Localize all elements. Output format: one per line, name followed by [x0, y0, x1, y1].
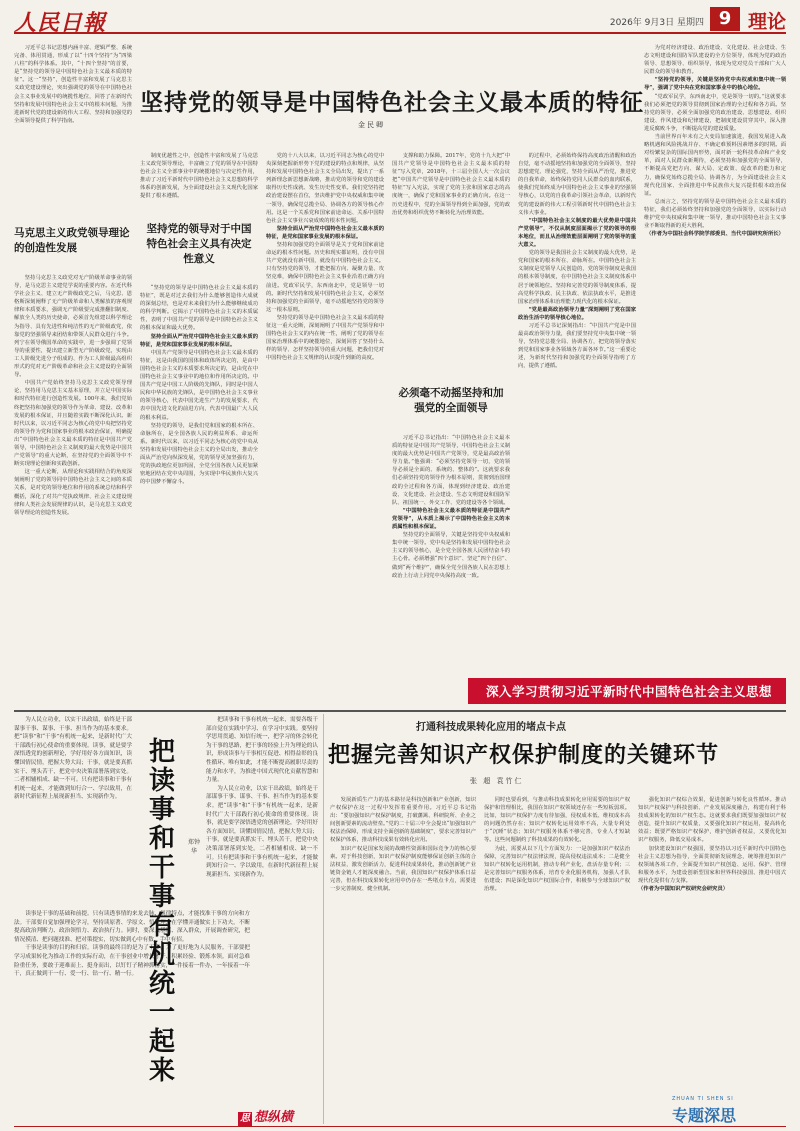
article2-title-char: 事: [148, 882, 175, 912]
article1-col4-body: 习近平总书记指出：“中国特色社会主义最本质的特征是中国共产党领导，中国特色社会主义制度的最大优势是中国共产党领导，党是最高政治领导力量。”他强调：“必须坚持党领导一切，党的领导必须是全面的、系统的、整体的”。这就要求我们必须坚持党的领导作为根本原则，贯彻到治国理政的全过程和各方面，体现到经济建设、政治建设、文化建设、社会建设、生态文明建设和国防军队、祖国统一、外交工作、党的建设等各个领域。 “中国特色社会主义最本质的特征是中国共产党领导”，从本质上揭示了中国特色社会主义的本质属性和根本保证。 坚持党的全面领导，关键是坚持党中央权威和集中统一领导。党中央是坚持和发展中国特色社会主义的领导核心，是全党全国各族人民团结奋斗的主心骨。必须增强“四个意识”、坚定“四个自信”、做到“两个维护”，确保全党全国各族人民在思想上政治上行动上同党中央保持高度一致。: [392, 435, 510, 579]
article1-subhead-3: 必须毫不动摇坚持和加强党的全面领导: [398, 387, 504, 414]
article2-col1: 为人民立功业，以实干出政绩，始终是干部谋事干事、谋事、干事、担当作为的基本要求。把“读事”和“干事”有机统一起来，是新时代广大干部践行初心使命的重要体现。读事，就是要学深悟透党的创新理论，学好用好各方面知识，读懂国情民情，把握大势大局；干事，就是要真抓实干、埋头苦干，把党中央决策部署落到实处。二者相辅相成、缺一不可。只有把读事和干事有机统一起来，才能做到知行合一、学以致用，在新时代新征程上展现新担当、实现新作为。: [14, 717, 132, 801]
article3-kicker: 打通科技成果转化应用的堵点卡点: [416, 722, 566, 733]
article2-title-char: 统: [148, 969, 175, 999]
article2-title-char: 来: [148, 1056, 175, 1086]
article2-title-char: 机: [148, 940, 175, 970]
article2-title-char: 有: [148, 911, 175, 941]
article1-col6: 为党对经济建设、政治建设、文化建设、社会建设、生态文明建设和国防军队建设的全方位领导，体现为党的政治领导、思想领导、组织领导，体现为党对党员干部和广大人民群众的领导和教育。 “坚持党的领导，关键是坚持党中央权威和集中统一领导”，强调了党中央在党和国家事业中的核心地位。 “党政军民学，东西南北中，党是领导一切的。”这就要求我们必须把党的领导贯彻到国家治理的全过程和各方面。坚持党的领导，必须全面加强党的政治建设、思想建设、组织建设、作风建设和纪律建设，把制度建设贯穿其中，深入推进反腐败斗争，不断提高党的建设质量。 当前世界百年未有之大变局加速演进，我国发展进入战略机遇和风险挑战并存、不确定难预料因素增多的时期。面对纷繁复杂的国际国内形势，面对新一轮科技革命和产业变革，面对人民群众新期待，必须坚持和加强党的全面领导，不断提高党把方向、谋大局、定政策、促改革的能力和定力，确保党始终总揽全局、协调各方，为全面建设社会主义现代化国家、全面推进中华民族伟大复兴提供根本政治保证。 总而言之，坚持党的领导是中国特色社会主义最本质的特征，我们必须始终坚持和加强党的全面领导，以实际行动维护党中央权威和集中统一领导，推动中国特色社会主义事业不断取得新的更大胜利。 （作者为中国社会科学院学部委员、当代中国研究所所长）: [644, 45, 786, 238]
page-number: 9: [710, 7, 740, 31]
article3-col3: 强化知识产权综合效果，促进创新与转化良性循环。推动知识产权保护与科技创新、产业发展深度融合，构建有利于科技成果转化的知识产权生态。这就要求我们既要加强知识产权创造，提升知识产权质量，又要强化知识产权运用，提高转化效益；既要严格知识产权保护，维护创新者权益，又要优化知识产权服务，降低交易成本。 加快建设知识产权强国，要坚持以习近平新时代中国特色社会主义思想为指导，全面贯彻新发展理念，统筹推进知识产权领域各项工作，全面提升知识产权创造、运用、保护、管理和服务水平，为建设创新型国家和世界科技强国、推进中国式现代化提供有力支撑。 （作者为中国知识产权研究会研究员）: [638, 797, 786, 893]
issue-date: 2026年 9月3日 星期四: [609, 18, 704, 28]
column-tag-title: 专题深思: [672, 1106, 737, 1125]
banner-text: 深入学习贯彻习近平新时代中国特色社会主义思想: [486, 684, 773, 699]
article1-byline: 金民卿: [358, 121, 385, 129]
article2-title-char: 事: [148, 795, 175, 825]
article2-title-char: 干: [148, 853, 175, 883]
article1-subhead-2: 坚持党的领导对于中国特色社会主义具有决定性意义: [146, 223, 252, 265]
article2-title: [140, 738, 184, 1086]
column-tag-mark: 思: [240, 1113, 250, 1124]
column-tag-pinyin: ZHUAN TI SHEN SI: [672, 1096, 734, 1102]
article2-title-char: 和: [148, 824, 175, 854]
article3-title: 把握完善知识产权保护制度的关键环节: [328, 743, 720, 768]
article2-title-char: 把: [148, 737, 175, 767]
article1-col5: 的过程中，必须始终保持高度政治清醒和政治自觉，毫不动摇地坚持和加强党的全面领导，坚持思想建党、理论强党，坚持全面从严治党，推进党的自我革命，始终保持党同人民群众的血肉联系，使我们党始终成为中国特色社会主义事业的坚强领导核心，以党的自我革命引领社会革命，以新时代党的建设新的伟大工程引领新时代中国特色社会主义伟大事业。 “中国特色社会主义制度的最大优势是中国共产党领导”，不仅从制度层面揭示了党的领导的根本地位，而且从治理效能层面阐明了党的领导的重大意义。 党的领导是我国社会主义制度的最大优势，是党和国家的根本所在、命脉所在。中国特色社会主义制度是党领导人民创造的，党的领导制度是我国的根本领导制度，在中国特色社会主义制度体系中居于统领地位。坚持和完善党的领导制度体系，提高党科学执政、民主执政、依法执政水平，是推进国家治理体系和治理能力现代化的根本保证。 “党是最高政治领导力量”深刻阐明了党在国家政治生活中的领导核心地位。 习近平总书记深刻指出：“中国共产党是中国最高政治领导力量，我们要坚持党中央集中统一领导，坚持党总揽全局、协调各方，把党的领导落实到党和国家事业各领域各方面各环节。”这一重要论述，为新时代坚持和加强党的全面领导指明了方向，提供了遵循。: [518, 153, 636, 370]
article1-col1-body: 坚持马克思主义政党对无产阶级革命事业的领导，是马克思主义建党学说的重要内容。在近代科学社会主义、建立无产阶级政党之后，马克思、恩格斯深刻阐释了无产阶级革命和人类解放的客观规律和本质要求，强调无产阶级要完成推翻旧制度、解放全人类的历史使命，必须首先组建以科学理论为指导、具有先进性和纯洁性的无产阶级政党，依靠党的坚强领导来团结和带领人民群众进行斗争。列宁在领导俄国革命的实践中，进一步强调了党领导的重要性，提出建立新型无产阶级政党，实现由工人阶级先进分子组成的、作为工人阶级最高组织形式的党对无产阶级革命和社会主义建设的全面领导。 中国共产党始终坚持马克思主义政党领导理论，坚持用马克思主义基本原理，并立足中国实际和时代特征进行创造性发展。100年来，我们党始终把坚持和加强党的领导作为革命、建设、改革和发展的根本保证，并且随着实践不断深化认识。新时代以来，以习近平同志为核心的党中央把坚持党的领导作为党和国家事业的根本政治保证，明确提出“中国特色社会主义最本质的特征是中国共产党领导，中国特色社会主义制度的最大优势是中国共产党领导”的重大论断，在坚持党的全面领导中不断实现理论创新和实践创新。 这一重大论断，从理论和实践相结合的角度深刻阐明了党的领导同中国特色社会主义之间的本质关系，是对党的领导地位和作用的系统总结和科学概括，深化了对共产党执政规律、社会主义建设规律和人类社会发展规律的认识，是马克思主义政党领导理论的创造性发展。: [14, 275, 132, 516]
article3-col2: 同时也要看到，与推动科技成果转化应用需要的知识产权保护和管理相比，我国在知识产权领域还存在一些短板弱项。比如，知识产权保护力度有待加强，侵权成本低、维权成本高的问题仍然存在；知识产权转化运用效率不高，大量专利处于“沉睡”状态；知识产权服务体系不够完善，专业人才短缺等。这些问题制约了科技成果的有效转化。 为此，需要从以下几个方面发力：一是加强知识产权法治保障，完善知识产权法律法规，提高侵权违法成本；二是健全知识产权转化运用机制，推动专利产业化，盘活存量专利；三是完善知识产权服务体系，培育专业化服务机构，加强人才队伍建设；四是深化知识产权国际合作，积极参与全球知识产权治理。: [484, 797, 630, 893]
article1-col2-body: “坚持党的领导是中国特色社会主义最本质的特征”，既是对过去我们为什么能够创造伟大成就的深刻总结，也是对未来我们为什么能够继续成功的科学判断。它揭示了中国特色社会主义的本质属性，表明了中国共产党的领导是中国特色社会主义的根本保证和最大优势。 坚持全面从严治党中国特色社会主义最本质的特征，是党和国家事业发展的根本保证。 中国共产党领导是中国特色社会主义最本质的特征，这是由我国的国体和政体所决定的，是由中国特色社会主义的本质要求所决定的，是由党在中国特色社会主义事业中的地位和作用所决定的。中国共产党是中国工人阶级的先锋队，同时是中国人民和中华民族的先锋队，是中国特色社会主义事业的领导核心，代表中国先进生产力的发展要求，代表中国先进文化的前进方向，代表中国最广大人民的根本利益。 坚持党的领导，是我们党和国家的根本所在、命脉所在，是全国各族人民的利益所系、命运所系。新时代以来，以习近平同志为核心的党中央从坚持和发展中国特色社会主义的全局出发，推动全面从严治党向纵深发展，党的领导更加坚强有力，党的执政地位更加巩固，全党全国各族人民更加紧密地团结在党中央周围，为实现中华民族伟大复兴的中国梦不懈奋斗。: [140, 285, 258, 486]
article2-col2: 读事是干事的基础和前提。只有读透事情的来龙去脉、规律特点，才能找准干事的方向和方法。干部要自觉加强理论学习，坚持读原著、学原文、悟原理，在学懂弄通做实上下功夫，不断提高政治判断力、政治领悟力、政治执行力。同时，要深入基层、深入群众，开展调查研究，把情况摸清、把问题找准、把对策提实，切实做到心中有数、手中有招。 干事是读事的目的和归宿。读事的最终目的是为了干事，为了更好地为人民服务。干部要把学习成果转化为推动工作的实际行动，在干事创业中增长才干、积累经验、锻炼本领。面对急难险重任务，要敢于迎难而上、挺身而出，以钉钉子精神抓落实，一件接着一件办，一年接着一年干，真正做到干一行、爱一行、钻一行、精一行。: [14, 911, 250, 978]
article1-col3: 党的十八大以来，以习近平同志为核心的党中央深刻把握新形势下党的建设的特点和规律，从坚持和发展中国特色社会主义全局出发，提出了一系列新理念新思想新战略，推动党的领导和党的建设取得历史性成就、发生历史性变革。我们党坚持把政治建设摆在首位，坚决维护党中央权威和集中统一领导，确保党总揽全局、协调各方的领导核心作用。这是一个关系党和国家前途命运、关系中国特色社会主义事业兴衰成败的根本性问题。 坚持全面从严治党中国特色社会主义最本质的特征，是党和国家事业发展的根本保证。 坚持和加强党的全面领导是关于党和国家前途命运的根本性问题。历史和现实都证明，没有中国共产党就没有新中国，就没有中国特色社会主义。只有坚持党的领导，才能把握方向、凝聚力量、攻坚克难，确保中国特色社会主义事业沿着正确方向前进。党政军民学，东西南北中，党是领导一切的。新时代坚持和发展中国特色社会主义，必须坚持和加强党的全面领导，毫不动摇地坚持党的领导这一根本原则。 坚持党的领导是中国特色社会主义最本质的特征这一重大论断，深刻阐明了中国共产党领导和中国特色社会主义的内在统一性，阐明了党的领导在国家治理体系中的统揽地位，深刻回答了坚持什么样的领导、怎样坚持领导的重大问题，把我们党对中国特色社会主义规律的认识提升到新的高度。: [266, 153, 384, 362]
article3-byline: 张 超 袁竹仁: [470, 777, 524, 785]
article1-subhead-1: 马克思主义政党领导理论的创造性发展: [14, 227, 130, 254]
newspaper-logo: 人民日報: [14, 10, 107, 36]
article1-title: 坚持党的领导是中国特色社会主义最本质的特征: [140, 90, 644, 116]
article1-col2-top: 制度优越性之中，创造性丰富和发展了马克思主义政党领导理论，丰富确立了党的领导在中国特色社会主义全部事业中的统揽地位与决定性作用，推动了习近平新时代中国特色社会主义思想的科学体系的创新发展，为全面建设社会主义现代化国家提供了根本遵循。: [140, 153, 258, 200]
article1-col4-top: 支撑和助力保障。2017年，党的十九大把“中国共产党领导是中国特色社会主义最本质的特征”写入党章，2018年，十三届全国人大一次会议把“中国共产党领导是中国特色社会主义最本质的特征”写入宪法，实现了党的主张和国家意志的高度统一，确保了党和国家事业的正确方向。在这一历史进程中，党的全面领导得到全面加强，党的政治优势和组织优势不断转化为治理效能。: [392, 153, 510, 216]
article2-title-char: 一: [148, 998, 175, 1028]
article2-col3: 把读事和干事有机统一起来，需要各级干部自觉在实践中学习、在学习中实践。要坚持学思用贯通、知信行统一，把学习的体会转化为干事的思路，把干事的经验上升为理论的认识，形成读事与干事相互促进、相得益彰的良性循环。唯有如此，才能不断提高履职尽责的能力和水平，为推进中国式现代化贡献智慧和力量。 为人民立功业，以实干出政绩，始终是干部谋事干事、谋事、干事、担当作为的基本要求。把“读事”和“干事”有机统一起来，是新时代广大干部践行初心使命的重要体现。读事，就是要学深悟透党的创新理论，学好用好各方面知识，读懂国情民情，把握大势大局；干事，就是要真抓实干、埋头苦干，把党中央决策部署落到实处。二者相辅相成、缺一不可。只有把读事和干事有机统一起来，才能做到知行合一、学以致用，在新时代新征程上展现新担当、实现新作为。: [206, 717, 318, 878]
article3-column-tag: [672, 1096, 786, 1126]
article-divider: [323, 714, 324, 1124]
article3-col1: 发展新质生产力的基本路径是科技创新和产业创新，知识产权保护在这一过程中发挥着重要作用。习近平总书记指出：“要加强知识产权保护制度，打破藩篱、科研院所、企业之间创新要素的流动壁垒。”党的二十届三中全会提出“加强知识产权法治保障，形成支持全面创新的基础制度”，要求完善知识产权保护体系，推动科技成果有效转化应用。 知识产权是国家发展的战略性资源和国际竞争力的核心要素。对于科技创新，知识产权保护制度能够保证创新主体的合法权益，激发创新活力，促进科技成果转化，推动创新链产业链资金链人才链深度融合。当前，我国知识产权保护体系日益完善，但在科技成果转化应用中仍存在一些堵点卡点，需要进一步完善制度、健全机制。: [330, 797, 476, 893]
section-name: 理论: [747, 11, 786, 33]
article1-col1-intro: 习近平总书记思想内涵丰富、逻辑严整、系统完备、体用贯通，形成了以“十四个坚持”为“四梁八柱”的科学体系。其中，“十四个坚持”的首要，是“坚持党的领导是中国特色社会主义最本质的特征”。这一“坚持”，创造性丰富和发展了马克思主义政党建设理论，突出强调党的领导在中国特色社会主义事业发展中的统揽性地位，回答了在新时代坚持和发展中国特色社会主义中的根本问题，为推进新时代党的建设新的伟大工程、坚持和加强党的全面领导提供了科学指南。: [14, 45, 132, 124]
article2-title-char: 起: [148, 1027, 175, 1057]
article2-author: 郑钟华: [188, 839, 201, 855]
masthead: [14, 6, 786, 34]
section-divider: [14, 710, 786, 712]
article2-title-char: 读: [148, 766, 175, 796]
page-footer-rule: [14, 1126, 786, 1127]
article2-column-tag: 思 想纵横: [240, 1110, 294, 1125]
